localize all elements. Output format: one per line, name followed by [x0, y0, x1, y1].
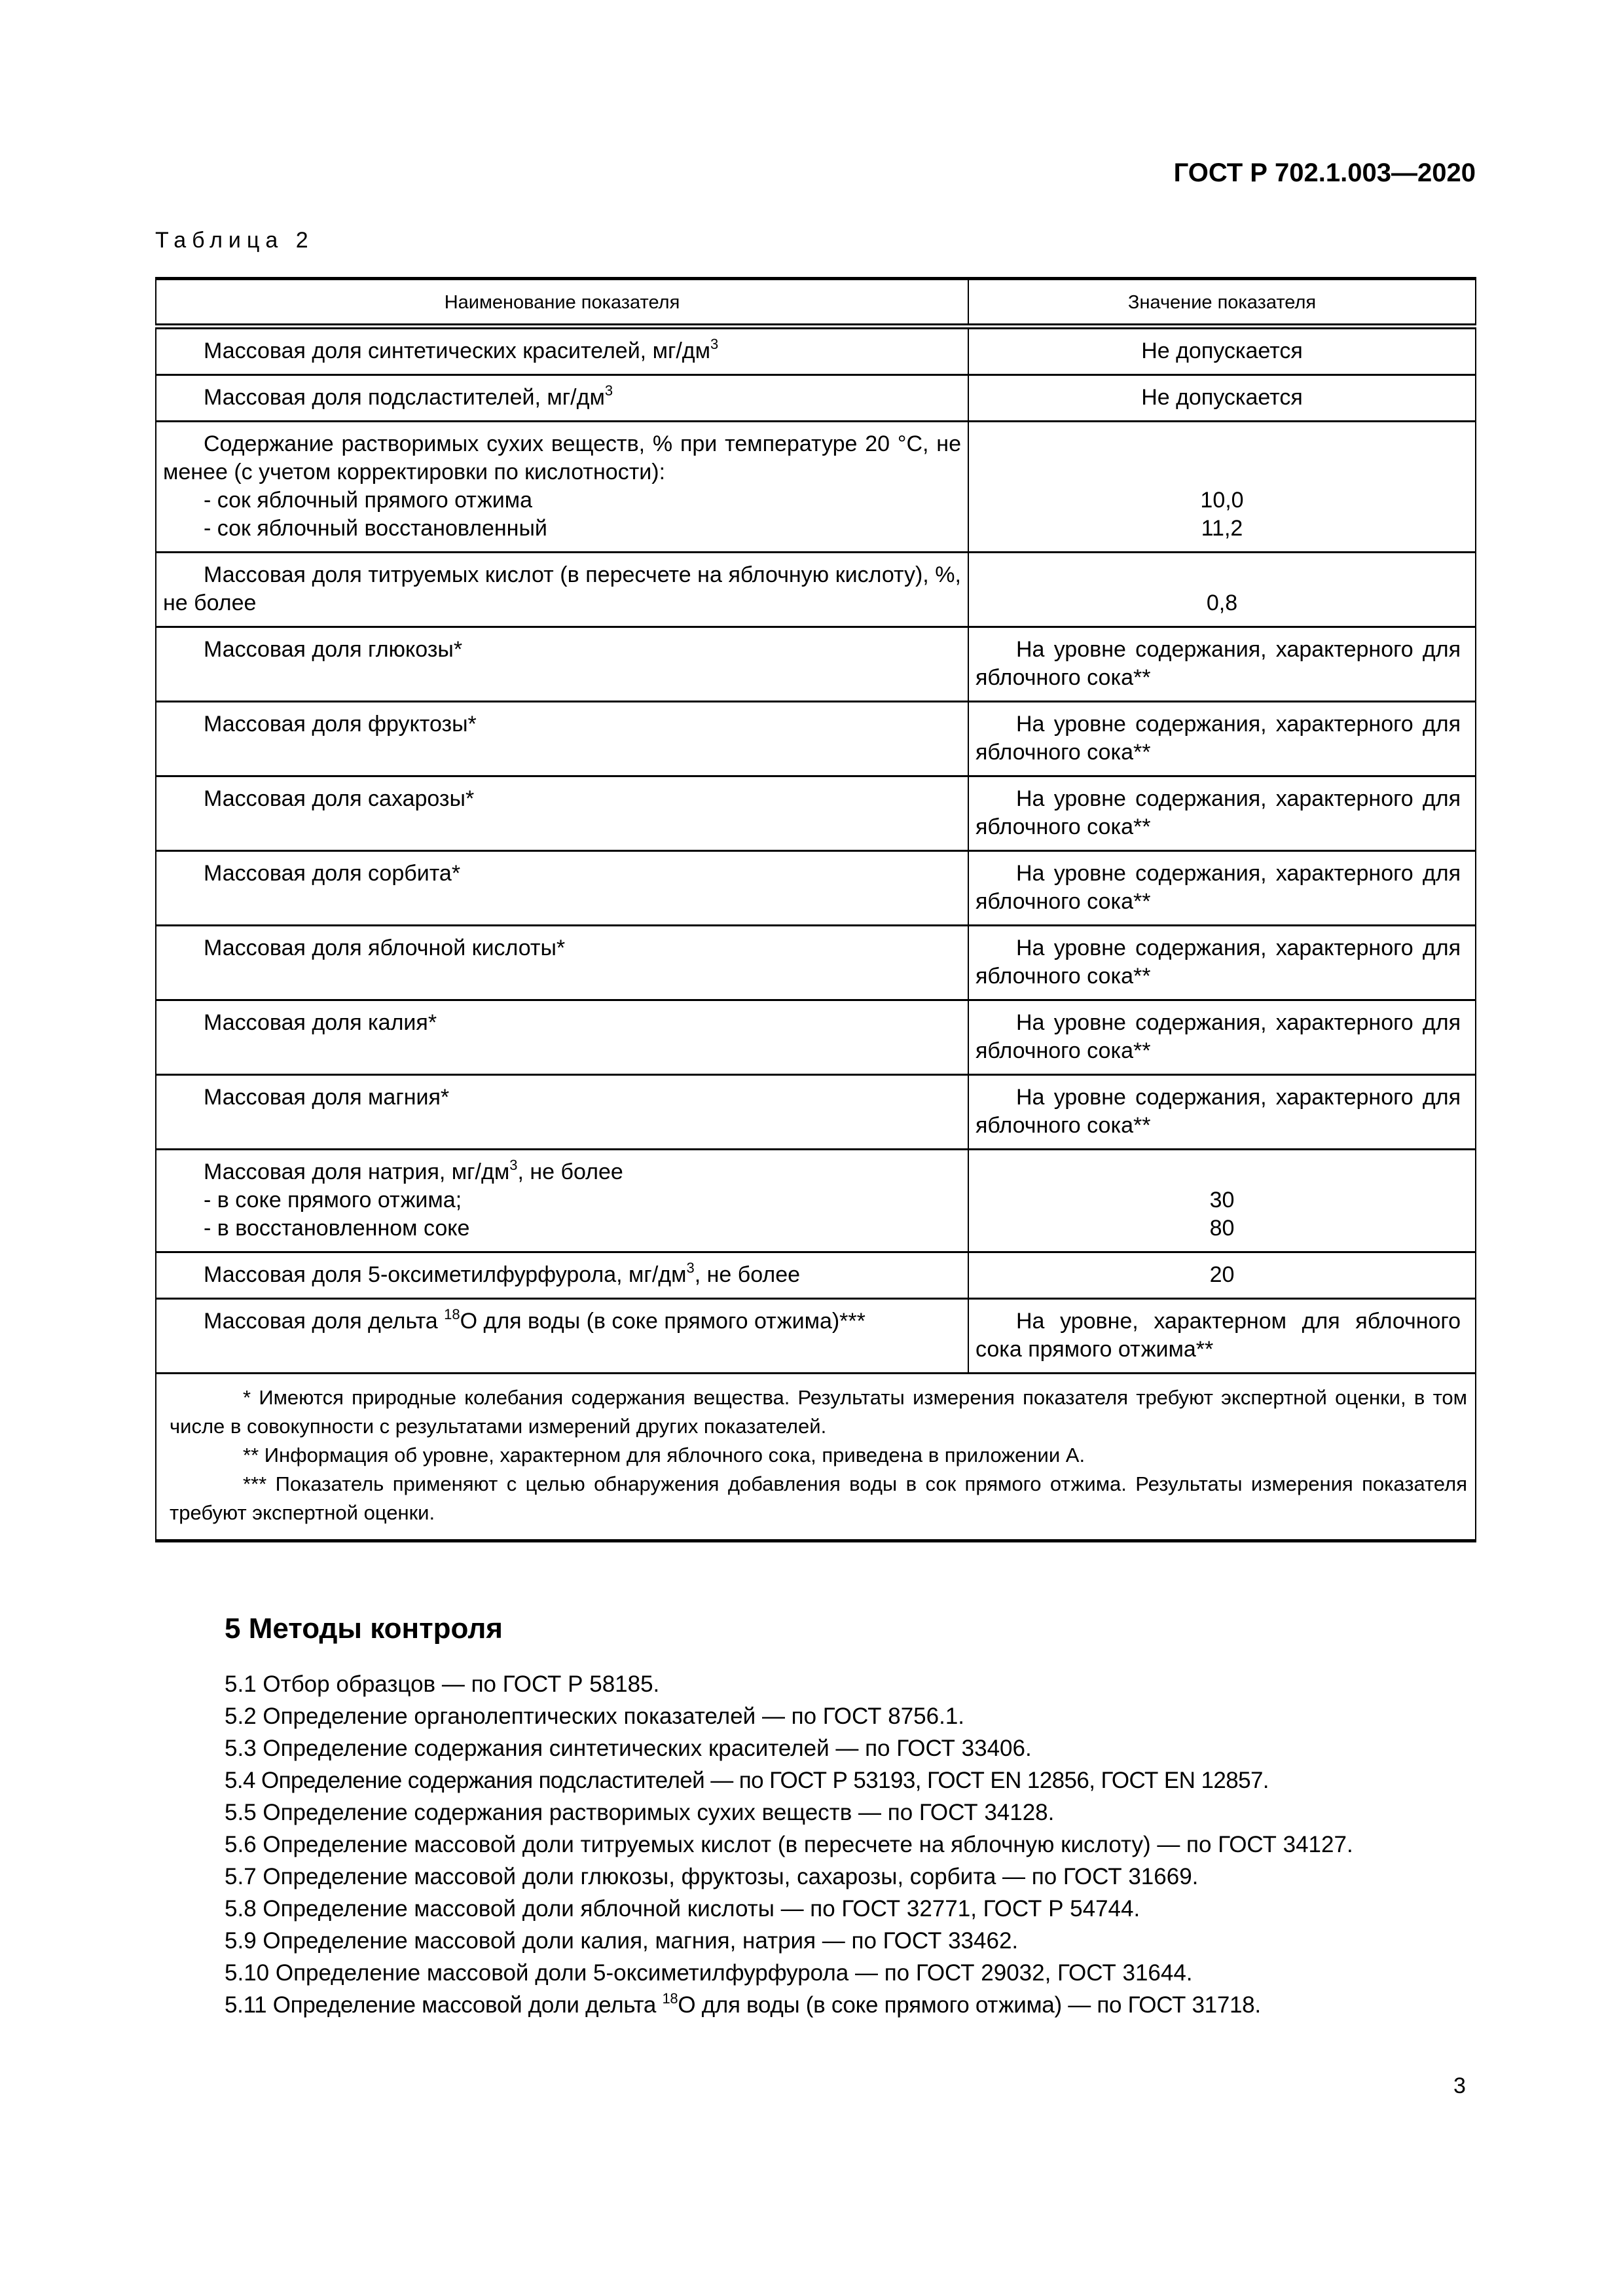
column-header-name: Наименование показателя — [156, 279, 968, 327]
indicators-table — [155, 277, 1476, 1542]
indicator-text: Массовая доля сорбита* — [204, 861, 461, 886]
indicator-name — [156, 627, 968, 702]
indicator-name — [156, 422, 968, 553]
column-header-value: Значение показателя — [968, 279, 1476, 327]
method-item: 5.3 Определение содержания синтетических красителей — по ГОСТ 33406. — [225, 1736, 1032, 1761]
indicator-text: , не более — [517, 1159, 623, 1184]
indicator-name — [156, 776, 968, 851]
indicator-name — [156, 851, 968, 926]
indicator-value — [968, 702, 1476, 776]
table-header-row — [156, 279, 1476, 327]
indicator-name — [156, 1252, 968, 1299]
table-row — [156, 375, 1476, 422]
indicator-name — [156, 1075, 968, 1150]
method-item: 5.10 Определение массовой доли 5-оксиметилфурфурола — по ГОСТ 29032, ГОСТ 31644. — [225, 1960, 1193, 1986]
indicator-text: Массовая доля глюкозы* — [204, 637, 463, 662]
method-item: 5.8 Определение массовой доли яблочной кислоты — по ГОСТ 32771, ГОСТ Р 54744. — [225, 1896, 1140, 1922]
superscript: 3 — [604, 382, 613, 399]
indicator-text: Содержание растворимых сухих веществ, % при температуре 20 °С, не менее (с учетом корректировки по кислотности): — [163, 431, 961, 484]
indicator-name — [156, 553, 968, 627]
method-item: 5.6 Определение массовой доли титруемых кислот (в пересчете на яблочную кислоту) — по ГОСТ 34127. — [225, 1832, 1353, 1857]
indicator-name — [156, 926, 968, 1000]
method-item: 5.9 Определение массовой доли калия, магния, натрия — по ГОСТ 33462. — [225, 1928, 1019, 1954]
indicator-name — [156, 1299, 968, 1374]
value-line: 11,2 — [1201, 516, 1243, 541]
indicator-text: , не более — [694, 1262, 801, 1287]
method-item: 5.5 Определение содержания растворимых сухих веществ — по ГОСТ 34128. — [225, 1800, 1055, 1825]
method-text: О для воды (в соке прямого отжима) — по ГОСТ 31718. — [678, 1992, 1261, 2018]
indicator-value — [968, 776, 1476, 851]
indicator-value — [968, 1075, 1476, 1150]
value-line: 10,0 — [1200, 488, 1244, 513]
table-row — [156, 327, 1476, 375]
table-row — [156, 851, 1476, 926]
indicator-value — [968, 851, 1476, 926]
value-text: На уровне содержания, характерного для яблочного сока** — [976, 637, 1461, 690]
table-row — [156, 1000, 1476, 1075]
method-item: 5.1 Отбор образцов — по ГОСТ Р 58185. — [225, 1671, 660, 1697]
table-row — [156, 776, 1476, 851]
method-item — [155, 1989, 1475, 2021]
indicator-name — [156, 702, 968, 776]
value-line: 0,8 — [1206, 591, 1238, 615]
table-row — [156, 627, 1476, 702]
table-row — [156, 553, 1476, 627]
page-number: 3 — [1453, 2073, 1466, 2098]
indicator-text: Массовая доля магния* — [204, 1085, 450, 1110]
indicator-text: Массовая доля калия* — [204, 1010, 437, 1035]
table-row — [156, 1150, 1476, 1252]
indicator-subitem: - сок яблочный восстановленный — [204, 516, 547, 541]
indicator-value — [968, 926, 1476, 1000]
indicator-subitem: - сок яблочный прямого отжима — [204, 488, 533, 513]
indicator-subitem: - в восстановленном соке — [204, 1216, 470, 1241]
superscript: 18 — [662, 1990, 678, 2007]
table-row — [156, 926, 1476, 1000]
table-row — [156, 1252, 1476, 1299]
value-text: На уровне содержания, характерного для яблочного сока** — [976, 861, 1461, 914]
method-text: 5.11 Определение массовой доли дельта — [225, 1992, 663, 2018]
footnote: ** Информация об уровне, характерном для яблочного сока, приведена в приложении А. — [243, 1444, 1085, 1467]
table-notes-row — [156, 1374, 1476, 1541]
indicator-name — [156, 375, 968, 422]
footnote: *** Показатель применяют с целью обнаружения добавления воды в сок прямого отжима. Результаты измерения показателя требуют экспертной оценки. — [170, 1472, 1467, 1524]
table-notes — [156, 1374, 1476, 1541]
indicator-text: Массовая доля 5-оксиметилфурфурола, мг/дм — [204, 1262, 687, 1287]
indicator-text: Массовая доля титруемых кислот (в пересчете на яблочную кислоту), %, не более — [163, 562, 961, 615]
indicator-value — [968, 553, 1476, 627]
value-line: 30 — [1209, 1188, 1235, 1212]
methods-list — [155, 1668, 1475, 2021]
indicator-subitem: - в соке прямого отжима; — [204, 1188, 462, 1212]
superscript: 3 — [686, 1260, 695, 1276]
indicator-text: Массовая доля синтетических красителей, мг/дм — [204, 338, 711, 363]
indicator-text: О для воды (в соке прямого отжима)*** — [460, 1309, 866, 1334]
table-row — [156, 702, 1476, 776]
indicator-text: Массовая доля яблочной кислоты* — [204, 936, 566, 960]
document-designation: ГОСТ Р 702.1.003—2020 — [1173, 158, 1476, 187]
indicator-text: Массовая доля сахарозы* — [204, 786, 475, 811]
value-text: На уровне содержания, характерного для яблочного сока** — [976, 936, 1461, 989]
value-text: На уровне содержания, характерного для яблочного сока** — [976, 712, 1461, 765]
indicator-name — [156, 327, 968, 375]
value-text: На уровне содержания, характерного для яблочного сока** — [976, 1085, 1461, 1138]
method-item: 5.2 Определение органолептических показателей — по ГОСТ 8756.1. — [225, 1704, 965, 1729]
table-row — [156, 1299, 1476, 1374]
table-row — [156, 422, 1476, 553]
indicator-value: Не допускается — [968, 375, 1476, 422]
section-heading: 5 Методы контроля — [225, 1613, 503, 1645]
method-item: 5.4 Определение содержания подсластителей — по ГОСТ Р 53193, ГОСТ EN 12856, ГОСТ EN 12857. — [225, 1768, 1269, 1793]
indicator-value — [968, 422, 1476, 553]
table-row — [156, 1075, 1476, 1150]
method-item: 5.7 Определение массовой доли глюкозы, фруктозы, сахарозы, сорбита — по ГОСТ 31669. — [225, 1864, 1199, 1889]
indicator-value — [968, 627, 1476, 702]
indicator-name — [156, 1000, 968, 1075]
superscript: 18 — [444, 1306, 460, 1322]
value-text: На уровне, характерном для яблочного сока прямого отжима** — [976, 1309, 1461, 1362]
footnote: * Имеются природные колебания содержания вещества. Результаты измерения показателя требуют экспертной оценки, в том числе в совокупности с результатами измерений других показателей. — [170, 1386, 1467, 1438]
indicator-text: Массовая доля дельта — [204, 1309, 445, 1334]
superscript: 3 — [509, 1157, 518, 1173]
value-line: 80 — [1209, 1216, 1235, 1241]
indicator-value — [968, 1299, 1476, 1374]
table-caption: Таблица 2 — [155, 228, 314, 253]
indicator-value: 20 — [968, 1252, 1476, 1299]
indicator-value — [968, 1000, 1476, 1075]
indicator-text: Массовая доля натрия, мг/дм — [204, 1159, 510, 1184]
indicator-text: Массовая доля подсластителей, мг/дм — [204, 385, 605, 410]
value-text: На уровне содержания, характерного для яблочного сока** — [976, 1010, 1461, 1063]
value-text: На уровне содержания, характерного для яблочного сока** — [976, 786, 1461, 839]
indicator-name — [156, 1150, 968, 1252]
superscript: 3 — [710, 336, 719, 352]
indicator-text: Массовая доля фруктозы* — [204, 712, 477, 737]
indicator-value: Не допускается — [968, 327, 1476, 375]
indicator-value — [968, 1150, 1476, 1252]
